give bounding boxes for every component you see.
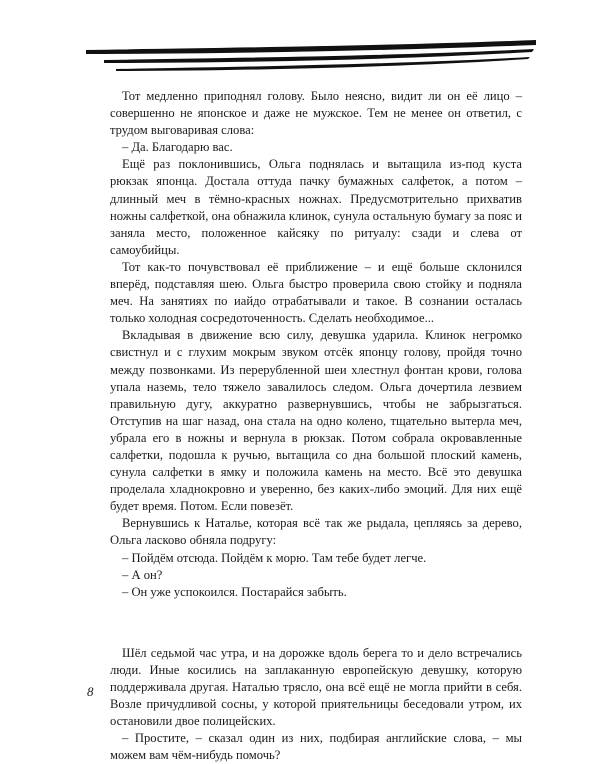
section-break xyxy=(110,601,522,645)
dialog-line: – А он? xyxy=(122,567,163,582)
body-text xyxy=(110,88,522,764)
paragraph: Вкладывая в движение всю силу, девушка ударила. Клинок негромко свистнул и с глухим мокрым звуком отсёк японцу голову, пройдя точно между позвонками. Из перерубленной шеи хлестнул фонтан крови, голова упала наземь, тело тяжело завалилось следом. Ольга дочертила лезвием правильную дугу, аккуратно развернувшись, чтобы не забрызгаться. Отступив на шаг назад, она стала на одно колено, тщательно вытерла меч, убрала его в ножны и вернула в рюкзак. Потом собрала окровавленные салфетки, подошла к ручью, вытащила со дна большой плоский камень, сунула салфетки в ямку и положила камень на место. Всё это девушка проделала хладнокровно и уверенно, без каких-либо эмоций. Для них ещё будет время. Потом. Если повезёт. xyxy=(110,328,522,514)
paragraph: Тот медленно приподнял голову. Было неясно, видит ли он её лицо – совершенно не японское и даже не мужское. Тем не менее он ответил, с трудом выговаривая слова: xyxy=(110,89,522,138)
header-swoosh-ornament xyxy=(86,40,536,74)
paragraph: Вернувшись к Наталье, которая всё так же рыдала, цепляясь за дерево, Ольга ласково обняла подругу: xyxy=(110,516,522,548)
paragraph: Шёл седьмой час утра, и на дорожке вдоль берега то и дело встречались люди. Иные косились на заплаканную европейскую девушку, которую поддерживала другая. Наталью трясло, она всё ещё не могла прийти в себя. Возле причудливой сосны, у которой приятельницы беседовали утром, их остановили двое полицейских. xyxy=(110,645,522,729)
dialog-line: – Пойдём отсюда. Пойдём к морю. Там тебе будет легче. xyxy=(122,550,427,565)
dialog-line: – Он уже успокоился. Постарайся забыть. xyxy=(122,584,347,599)
paragraph: Ещё раз поклонившись, Ольга поднялась и вытащила из-под куста рюкзак японца. Достала оттуда пачку бумажных салфеток, а потом – длинный меч в тёмно-красных ножнах. Предусмотрительно прихватив ножны салфеткой, она обнажила клинок, сунула остальную бумагу за пояс и заняла место, положенное кайсяку по ритуалу: сзади и слева от самоубийцы. xyxy=(110,157,522,257)
page-number: 8 xyxy=(87,684,94,699)
dialog-line: – Да. Благодарю вас. xyxy=(122,140,233,155)
dialog-line: – Простите, – сказал один из них, подбирая английские слова, – мы можем вам чём-нибудь помочь? xyxy=(110,731,522,763)
paragraph: Тот как-то почувствовал её приближение – и ещё больше склонился вперёд, подставляя шею. Ольга быстро проверила свою стойку и подняла меч. На занятиях по иайдо отрабатывали и такое. В сознании осталась только холодная сосредоточенность. Сделать необходимое... xyxy=(110,259,522,326)
